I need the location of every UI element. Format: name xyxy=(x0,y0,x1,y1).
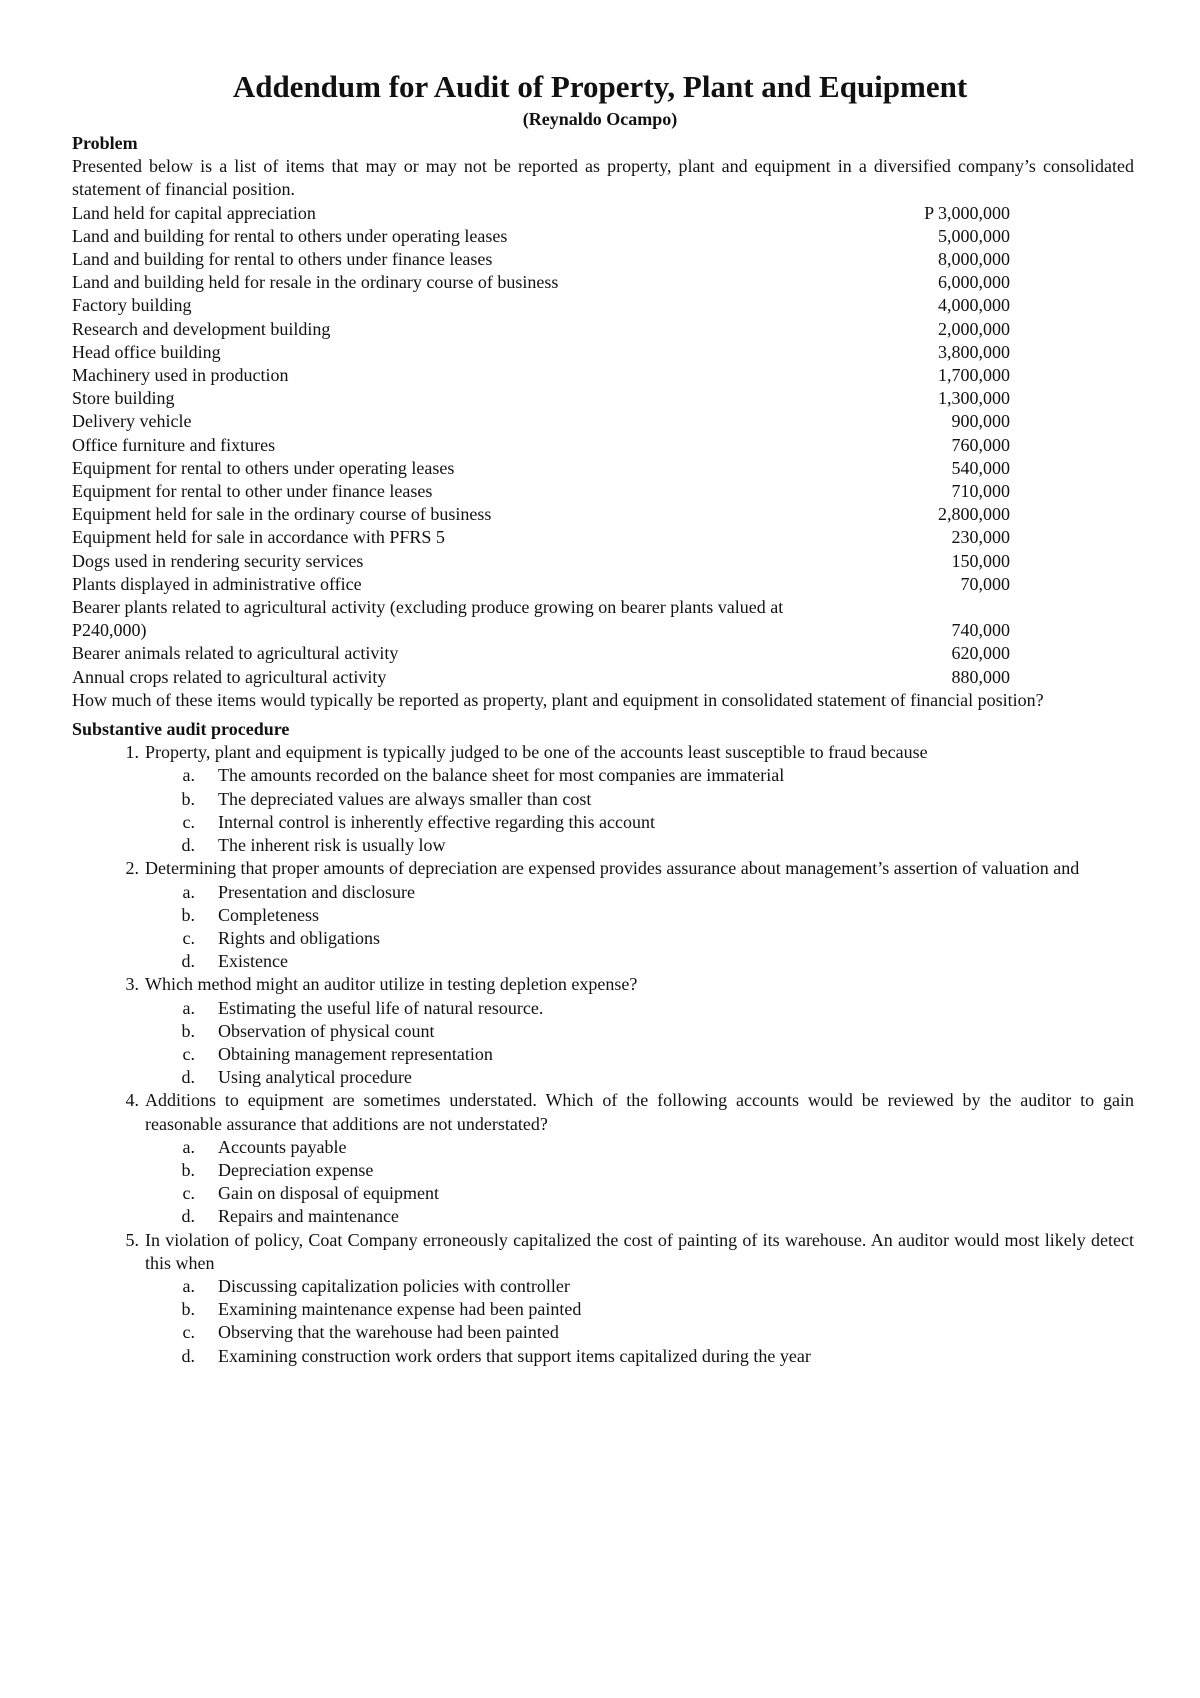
option-list xyxy=(145,881,1134,974)
line-item-amount: 3,800,000 xyxy=(938,341,1010,362)
option-text: Examining construction work orders that support items capitalized during the year xyxy=(218,1345,811,1366)
line-item-label: Equipment for rental to others under operating leases xyxy=(72,457,455,478)
line-item-label: Land and building for rental to others under operating leases xyxy=(72,225,508,246)
option-letter: d. xyxy=(181,1067,195,1088)
line-item-amount: 1,700,000 xyxy=(938,365,1010,386)
line-item xyxy=(72,271,1134,294)
option-letter: b. xyxy=(181,788,195,809)
line-item-label: Equipment held for sale in the ordinary course of business xyxy=(72,504,492,525)
line-item xyxy=(72,550,1134,573)
answer-option xyxy=(72,1205,1134,1228)
line-item xyxy=(72,596,1134,642)
line-item xyxy=(72,364,1134,387)
line-item xyxy=(72,387,1134,410)
option-letter: a. xyxy=(182,997,195,1018)
option-letter: b. xyxy=(181,904,195,925)
question-number: 1. xyxy=(125,742,139,763)
line-item-amount: 760,000 xyxy=(951,434,1010,455)
question-text: Additions to equipment are sometimes understated. Which of the following accounts would be reviewed by the auditor to gain reasonable assurance that additions are not understated? xyxy=(145,1090,1134,1134)
items-list xyxy=(72,202,1134,689)
line-item xyxy=(72,202,1134,225)
option-text: Presentation and disclosure xyxy=(218,881,415,902)
line-item xyxy=(72,503,1134,526)
option-letter: a. xyxy=(182,881,195,902)
line-item-amount: 620,000 xyxy=(951,643,1010,664)
line-item-amount: 5,000,000 xyxy=(938,225,1010,246)
answer-option xyxy=(72,1275,1134,1298)
option-list xyxy=(145,1275,1134,1368)
question-number: 4. xyxy=(125,1090,139,1111)
answer-option xyxy=(72,1020,1134,1043)
line-item xyxy=(72,642,1134,665)
line-item-amount: 710,000 xyxy=(951,481,1010,502)
option-text: Completeness xyxy=(218,904,319,925)
answer-option xyxy=(72,950,1134,973)
line-item-label: Land held for capital appreciation xyxy=(72,202,316,223)
option-text: The depreciated values are always smaller than cost xyxy=(218,788,592,809)
line-item-label: Head office building xyxy=(72,341,221,362)
option-text: Gain on disposal of equipment xyxy=(218,1183,439,1204)
option-text: Using analytical procedure xyxy=(218,1067,412,1088)
line-item xyxy=(72,526,1134,549)
option-text: Examining maintenance expense had been painted xyxy=(218,1299,582,1320)
line-item-amount: 540,000 xyxy=(951,457,1010,478)
option-letter: b. xyxy=(181,1299,195,1320)
question-item xyxy=(72,741,1134,857)
answer-option xyxy=(72,1345,1134,1368)
line-item-amount: 740,000 xyxy=(951,620,1010,641)
line-item-label: Machinery used in production xyxy=(72,365,289,386)
line-item xyxy=(72,457,1134,480)
option-letter: c. xyxy=(182,927,195,948)
option-text: Estimating the useful life of natural resource. xyxy=(218,997,544,1018)
question-number: 3. xyxy=(125,974,139,995)
answer-option xyxy=(72,764,1134,787)
line-item-label: Land and building for rental to others under finance leases xyxy=(72,249,493,270)
option-text: The amounts recorded on the balance sheet for most companies are immaterial xyxy=(218,765,785,786)
line-item xyxy=(72,666,1134,689)
problem-intro: Presented below is a list of items that may or may not be reported as property, plant and equipment in a diversified company’s consolidated statement of financial position. xyxy=(72,156,1134,200)
line-item-amount: 230,000 xyxy=(951,527,1010,548)
option-list xyxy=(145,1136,1134,1229)
line-item-label: Factory building xyxy=(72,295,192,316)
line-item-label: Land and building held for resale in the ordinary course of business xyxy=(72,272,559,293)
question-body xyxy=(145,857,1134,973)
answer-option xyxy=(72,997,1134,1020)
option-text: Existence xyxy=(218,951,288,972)
answer-option xyxy=(72,834,1134,857)
line-item-label: Annual crops related to agricultural activity xyxy=(72,666,387,687)
line-item xyxy=(72,480,1134,503)
line-item xyxy=(72,248,1134,271)
option-list xyxy=(145,764,1134,857)
line-item-amount: 150,000 xyxy=(951,550,1010,571)
line-item-amount: 900,000 xyxy=(951,411,1010,432)
answer-option xyxy=(72,1159,1134,1182)
answer-option xyxy=(72,1298,1134,1321)
line-item xyxy=(72,225,1134,248)
answer-option xyxy=(72,1066,1134,1089)
line-item-amount: 2,000,000 xyxy=(938,318,1010,339)
line-item-label: Bearer animals related to agricultural activity xyxy=(72,643,399,664)
option-text: Rights and obligations xyxy=(218,927,380,948)
question-number: 2. xyxy=(125,858,139,879)
question-body xyxy=(145,1229,1134,1368)
option-letter: c. xyxy=(182,1322,195,1343)
option-letter: a. xyxy=(182,1275,195,1296)
option-text: The inherent risk is usually low xyxy=(218,835,446,856)
option-list xyxy=(145,997,1134,1090)
option-letter: c. xyxy=(182,1043,195,1064)
question-text: Which method might an auditor utilize in testing depletion expense? xyxy=(145,974,638,995)
line-item-label: Bearer plants related to agricultural activity (excluding produce growing on bearer plants valued at P240,000) xyxy=(72,597,784,641)
option-text: Internal control is inherently effective regarding this account xyxy=(218,811,656,832)
answer-option xyxy=(72,1321,1134,1344)
line-item-label: Research and development building xyxy=(72,318,331,339)
option-text: Observing that the warehouse had been painted xyxy=(218,1322,559,1343)
question-text: Property, plant and equipment is typically judged to be one of the accounts least susceptible to fraud because xyxy=(145,742,928,763)
answer-option xyxy=(72,1043,1134,1066)
option-letter: a. xyxy=(182,765,195,786)
option-letter: d. xyxy=(181,1345,195,1366)
question-body xyxy=(145,973,1134,1089)
line-item-label: Delivery vehicle xyxy=(72,411,192,432)
answer-option xyxy=(72,1182,1134,1205)
line-item-amount: 6,000,000 xyxy=(938,272,1010,293)
question-text: Determining that proper amounts of depreciation are expensed provides assurance about management’s assertion of valuation and xyxy=(145,858,1080,879)
option-text: Accounts payable xyxy=(218,1136,347,1157)
question-list xyxy=(72,741,1134,1367)
line-item-label: Dogs used in rendering security services xyxy=(72,550,364,571)
line-item-label: Store building xyxy=(72,388,175,409)
line-item xyxy=(72,341,1134,364)
procedures-heading: Substantive audit procedure xyxy=(72,719,290,740)
line-item-amount: 2,800,000 xyxy=(938,504,1010,525)
line-item xyxy=(72,434,1134,457)
option-text: Discussing capitalization policies with controller xyxy=(218,1275,570,1296)
line-item xyxy=(72,294,1134,317)
answer-option xyxy=(72,904,1134,927)
line-item-label: Office furniture and fixtures xyxy=(72,434,276,455)
question-item xyxy=(72,857,1134,973)
question-number: 5. xyxy=(125,1229,139,1250)
line-item-amount: 8,000,000 xyxy=(938,249,1010,270)
line-item-amount: 70,000 xyxy=(960,573,1010,594)
option-letter: d. xyxy=(181,951,195,972)
problem-heading: Problem xyxy=(72,133,138,153)
question-body xyxy=(145,741,1134,857)
question-item xyxy=(72,1229,1134,1368)
line-item-amount: P 3,000,000 xyxy=(924,202,1010,223)
option-letter: b. xyxy=(181,1159,195,1180)
line-item-amount: 4,000,000 xyxy=(938,295,1010,316)
option-letter: d. xyxy=(181,1206,195,1227)
document-body xyxy=(72,132,1134,1368)
question-item xyxy=(72,1089,1134,1228)
question-body xyxy=(145,1089,1134,1228)
answer-option xyxy=(72,788,1134,811)
answer-option xyxy=(72,811,1134,834)
option-letter: c. xyxy=(182,811,195,832)
option-letter: c. xyxy=(182,1183,195,1204)
line-item-label: Plants displayed in administrative office xyxy=(72,573,362,594)
answer-option xyxy=(72,927,1134,950)
line-item xyxy=(72,410,1134,433)
document-title: Addendum for Audit of Property, Plant and Equipment xyxy=(232,69,968,104)
line-item-label: Equipment for rental to other under finance leases xyxy=(72,481,433,502)
line-item xyxy=(72,318,1134,341)
question-item xyxy=(72,973,1134,1089)
option-letter: a. xyxy=(182,1136,195,1157)
option-text: Obtaining management representation xyxy=(218,1043,493,1064)
option-text: Depreciation expense xyxy=(218,1159,374,1180)
answer-option xyxy=(72,1136,1134,1159)
document-author: (Reynaldo Ocampo) xyxy=(522,109,678,129)
option-text: Observation of physical count xyxy=(218,1020,435,1041)
option-letter: d. xyxy=(181,835,195,856)
line-item-label: Equipment held for sale in accordance with PFRS 5 xyxy=(72,527,445,548)
line-item-amount: 1,300,000 xyxy=(938,388,1010,409)
answer-option xyxy=(72,881,1134,904)
option-text: Repairs and maintenance xyxy=(218,1206,399,1227)
option-letter: b. xyxy=(181,1020,195,1041)
line-item xyxy=(72,573,1134,596)
problem-question: How much of these items would typically be reported as property, plant and equipment in consolidated statement of financial position? xyxy=(72,689,1044,710)
line-item-amount: 880,000 xyxy=(951,666,1010,687)
question-text: In violation of policy, Coat Company erroneously capitalized the cost of painting of its warehouse. An auditor would most likely detect this when xyxy=(145,1229,1134,1273)
